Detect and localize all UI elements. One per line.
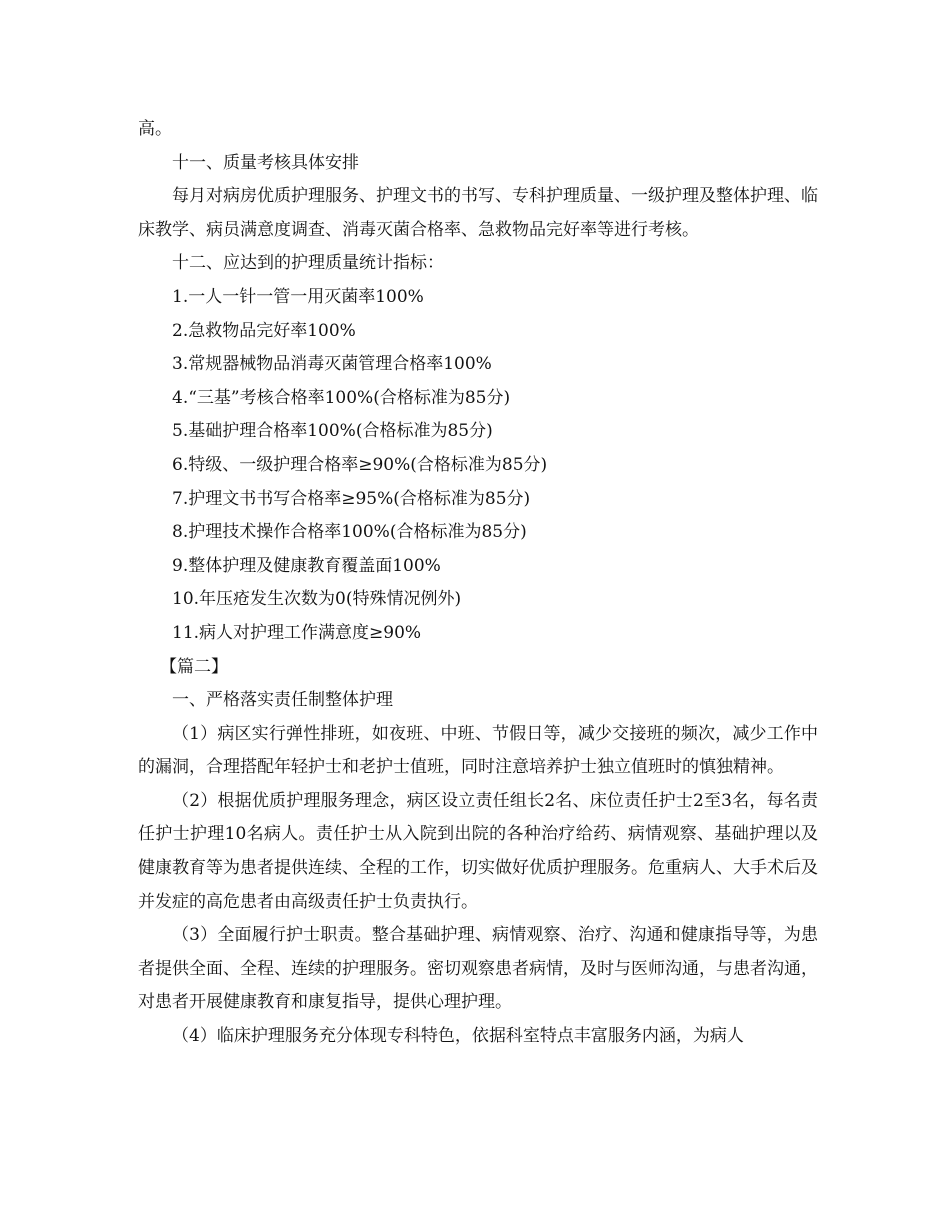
part-2-title: 【篇二】 — [160, 656, 228, 677]
paragraph-4: （4）临床护理服务充分体现专科特色，依据科室特点丰富服务内涵，为病人 — [172, 1026, 744, 1047]
indicator-item: 10.年压疮发生次数为0(特殊情况例外) — [172, 589, 462, 610]
indicator-item: 1.一人一针一管一用灭菌率100% — [172, 286, 424, 307]
paragraph-1: （1）病区实行弹性排班，如夜班、中班、节假日等，减少交接班的频次，减少工作中的漏洞，合理搭配年轻护士和老护士值班，同时注意培养护士独立值班时的慎独精神。 — [138, 723, 818, 778]
section-12-heading: 十二、应达到的护理质量统计指标： — [172, 253, 444, 274]
indicator-item: 5.基础护理合格率100%(合格标准为85分) — [172, 421, 493, 442]
indicator-item: 6.特级、一级护理合格率≥90%(合格标准为85分) — [172, 454, 548, 475]
section-11-body: 每月对病房优质护理服务、护理文书的书写、专科护理质量、一级护理及整体护理、临床教学、病员满意度调查、消毒灭菌合格率、急救物品完好率等进行考核。 — [138, 186, 818, 240]
indicator-item: 3.常规器械物品消毒灭菌管理合格率100% — [172, 354, 492, 375]
indicator-item: 4.“三基”考核合格率100%(合格标准为85分) — [172, 387, 511, 408]
section-11-heading: 十一、质量考核具体安排 — [172, 152, 359, 173]
indicator-item: 2.急救物品完好率100% — [172, 320, 356, 341]
indicator-item: 9.整体护理及健康教育覆盖面100% — [172, 555, 441, 576]
part-2-section-1-heading: 一、严格落实责任制整体护理 — [172, 690, 393, 711]
indicator-item: 8.护理技术操作合格率100%(合格标准为85分) — [172, 522, 527, 543]
paragraph-3: （3）全面履行护士职责。整合基础护理、病情观察、治疗、沟通和健康指导等，为患者提供全面、全程、连续的护理服务。密切观察患者病情，及时与医师沟通，与患者沟通，对患者开展健康教育和康复指导，提供心理护理。 — [138, 925, 818, 1013]
indicator-item: 7.护理文书书写合格率≥95%(合格标准为85分) — [172, 488, 531, 509]
continuation-text: 高。 — [138, 119, 172, 139]
document-body — [138, 113, 818, 1054]
paragraph-2: （2）根据优质护理服务理念，病区设立责任组长2名、床位责任护士2至3名，每名责任护士护理10名病人。责任护士从入院到出院的各种治疗给药、病情观察、基础护理以及健康教育等为患者提供连续、全程的工作，切实做好优质护理服务。危重病人、大手术后及并发症的高危患者由高级责任护士负责执行。 — [138, 790, 818, 912]
indicator-item: 11.病人对护理工作满意度≥90% — [172, 622, 422, 643]
